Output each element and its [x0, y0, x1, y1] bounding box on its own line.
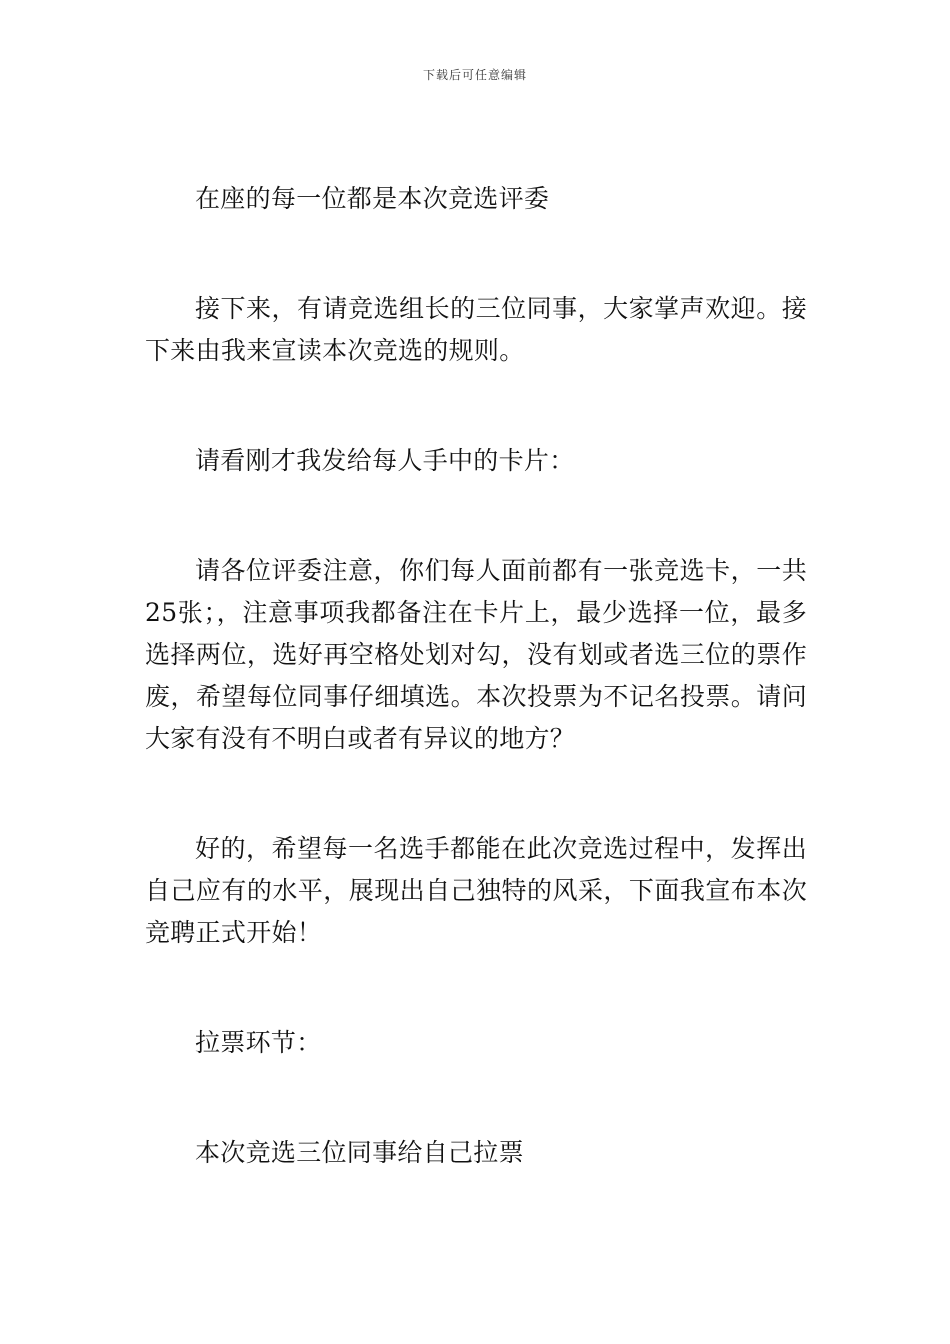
paragraph-welcome: 接下来，有请竞选组长的三位同事，大家掌声欢迎。接下来由我来宣读本次竞选的规则。	[145, 294, 807, 365]
paragraph-canvass: 本次竞选三位同事给自己拉票	[195, 1138, 524, 1167]
header-note: 下载后可任意编辑	[422, 68, 527, 82]
paragraph-canvass-heading: 拉票环节：	[195, 1028, 322, 1057]
paragraph-judges: 在座的每一位都是本次竞选评委	[195, 184, 550, 213]
document-body	[145, 178, 807, 1174]
paragraph-cards: 请看刚才我发给每人手中的卡片：	[195, 446, 575, 475]
paragraph-start: 好的，希望每一名选手都能在此次竞选过程中，发挥出自己应有的水平，展现出自己独特的风采，下面我宣布本次竞聘正式开始！	[145, 834, 807, 947]
paragraph-rules: 请各位评委注意，你们每人面前都有一张竞选卡，一共25张；，注意事项我都备注在卡片上，最少选择一位，最多选择两位，选好再空格处划对勾，没有划或者选三位的票作废，希望每位同事仔细填选。本次投票为不记名投票。请问大家有没有不明白或者有异议的地方？	[145, 556, 807, 753]
